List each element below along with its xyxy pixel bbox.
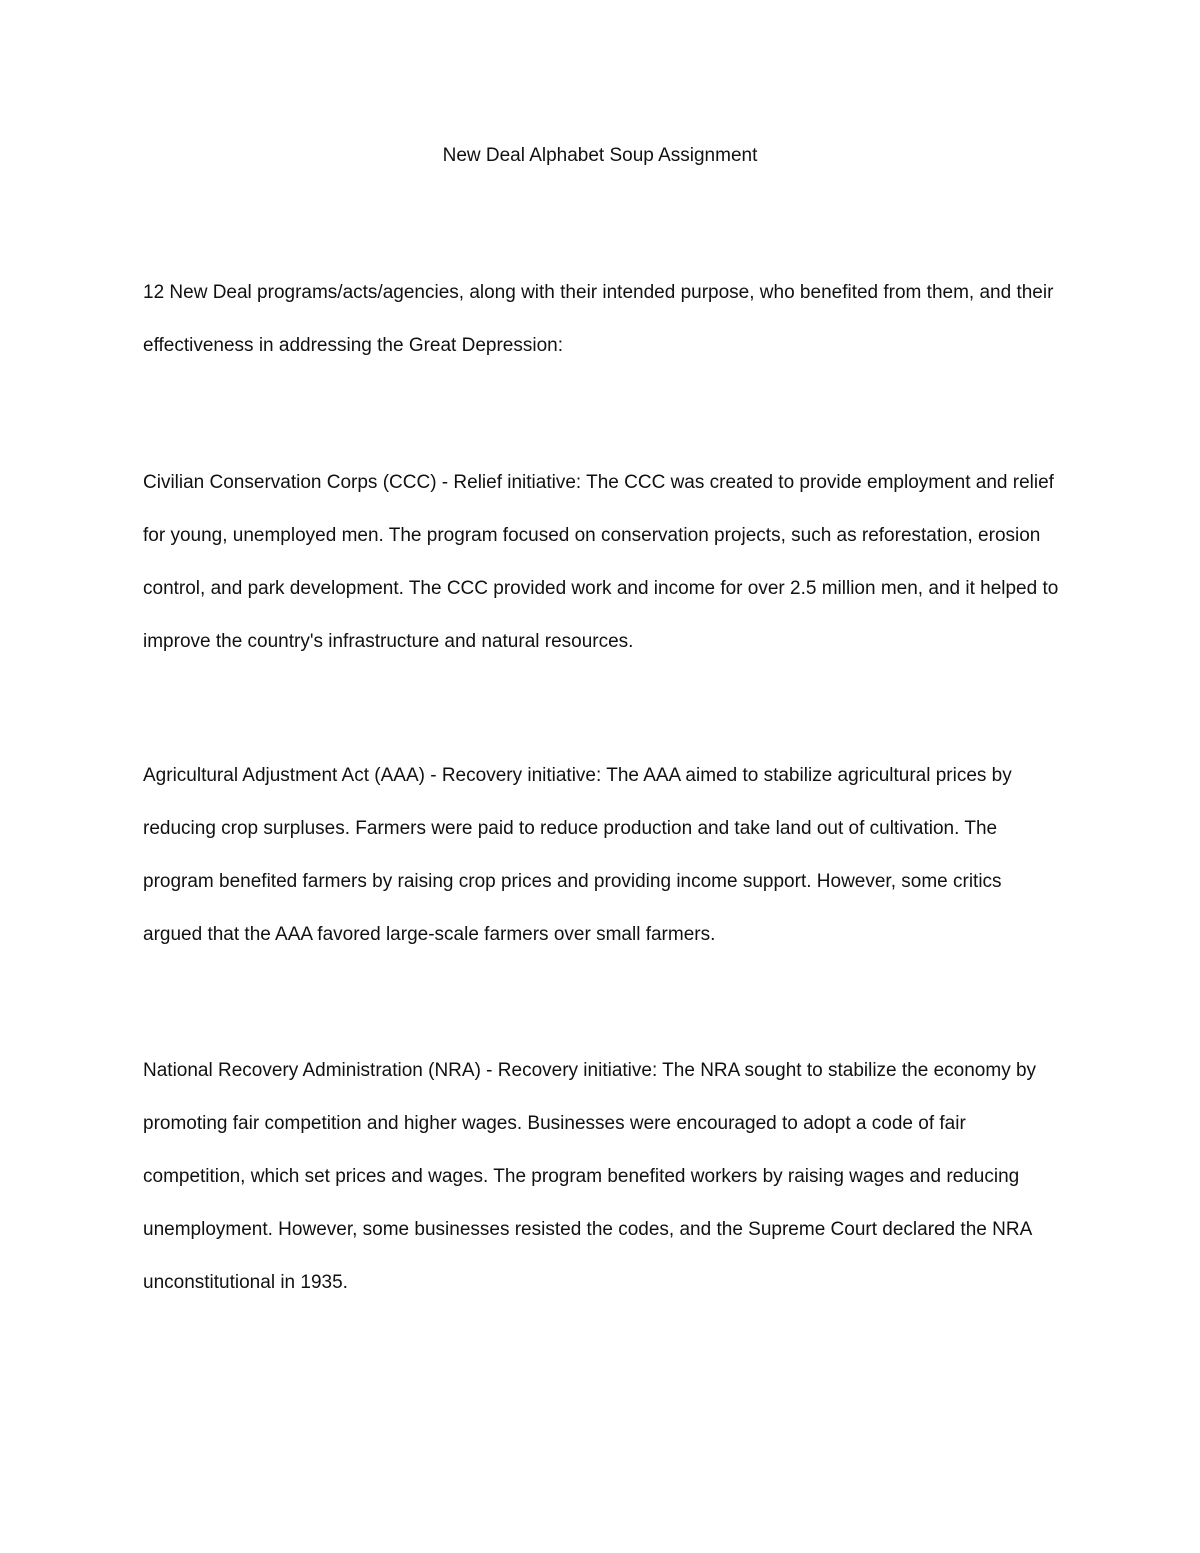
paragraph-aaa: Agricultural Adjustment Act (AAA) - Recovery initiative: The AAA aimed to stabilize agricultural prices by reducing crop surpluses. Farmers were paid to reduce production and take land out of cultivation. The program benefited farmers by raising crop prices and providing income support. However, some critics argued that the AAA favored large-scale farmers over small farmers.: [143, 765, 1012, 945]
paragraph-ccc: Civilian Conservation Corps (CCC) - Relief initiative: The CCC was created to provide employment and relief for young, unemployed men. The program focused on conservation projects, such as reforestation, erosion control, and park development. The CCC provided work and income for over 2.5 million men, and it helped to improve the country's infrastructure and natural resources.: [143, 472, 1059, 652]
document-title: New Deal Alphabet Soup Assignment: [442, 145, 758, 166]
paragraph-nra: National Recovery Administration (NRA) - Recovery initiative: The NRA sought to stabilize the economy by promoting fair competition and higher wages. Businesses were encouraged to adopt a code of fair competition, which set prices and wages. The program benefited workers by raising wages and reducing unemployment. However, some businesses resisted the codes, and the Supreme Court declared the NRA unconstitutional in 1935.: [143, 1060, 1037, 1293]
intro-paragraph: 12 New Deal programs/acts/agencies, along with their intended purpose, who benefited from them, and their effectiveness in addressing the Great Depression:: [143, 282, 1054, 356]
